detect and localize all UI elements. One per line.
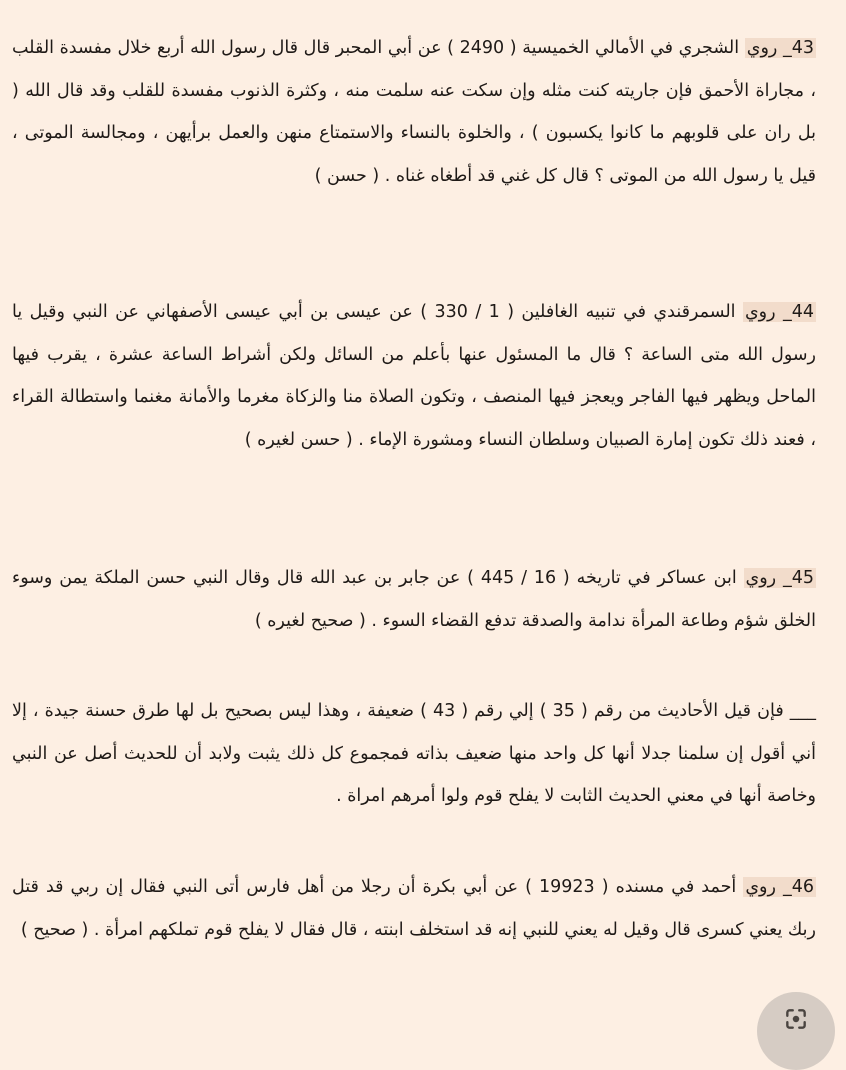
hadith-46 [12,866,816,951]
hadith-44 [12,291,816,461]
hadith-45 [12,557,816,642]
hadith-text: الشجري في الأمالي الخميسية ( 2490 ) عن أبي المحبر قال قال رسول الله أربع خلال مفسدة القلب ، مجاراة الأحمق فإن جاريته كنت مثله وإن سكت عنه سلمت منه ، وكثرة الذنوب مفسدة للقلب وقد قال الله ( بل ران على قلوبهم ما كانوا يكسبون ) ، والخلوة بالنساء والاستمتاع منهن والعمل برأيهن ، ومجالسة الموتى ، قيل يا رسول الله من الموتى ؟ قال كل غني قد أطغاه غناه . ( حسن ) [12,38,816,186]
hadith-number-marker: 45_ روي [745,568,814,588]
hadith-number-marker: 44_ روي [744,302,814,322]
note-text: ___ فإن قيل الأحاديث من رقم ( 35 ) إلي رقم ( 43 ) ضعيفة ، وهذا ليس بصحيح بل لها طرق حسنة جيدة ، إلا أني أقول إن سلمنا جدلا أنها كل واحد منها ضعيف بذاته فمجموع كل ذلك يثبت ولابد أن للحديث أصل عن النبي وخاصة أنها في معني الحديث الثابت لا يفلح قوم ولوا أمرهم امراة . [12,701,817,806]
commentary-note [12,690,816,818]
hadith-text: ابن عساكر في تاريخه ( 16 / 445 ) عن جابر بن عبد الله قال وقال النبي حسن الملكة يمن وسوء الخلق شؤم وطاعة المرأة ندامة والصدقة تدفع القضاء السوء . ( صحيح لغيره ) [12,568,816,631]
hadith-number-marker: 43_ روي [746,38,814,58]
hadith-text: السمرقندي في تنبيه الغافلين ( 1 / 330 ) عن عيسى بن أبي عيسى الأصفهاني عن النبي وقيل يا رسول الله متى الساعة ؟ قال ما المسئول عنها بأعلم من السائل ولكن أشراط الساعة عشرة ، يقرب فيها الماحل ويظهر فيها الفاجر ويعجز فيها المنصف ، وتكون الصلاة منا والزكاة مغرما والأمانة مغنما واستطالة القراء ، فعند ذلك تكون إمارة الصبيان وسلطان النساء ومشورة الإماء . ( حسن لغيره ) [12,302,816,450]
hadith-43 [12,27,816,197]
lens-icon [783,1006,809,1032]
hadith-number-marker: 46_ روي [745,877,814,897]
lens-button[interactable] [757,992,835,1070]
hadith-text: أحمد في مسنده ( 19923 ) عن أبي بكرة أن رجلا من أهل فارس أتى النبي فقال إن ربي قد قتل ربك يعني كسرى قال وقيل له يعني للنبي إنه قد استخلف ابنته ، قال فقال لا يفلح قوم تملكهم امرأة . ( صحيح ) [12,877,816,940]
